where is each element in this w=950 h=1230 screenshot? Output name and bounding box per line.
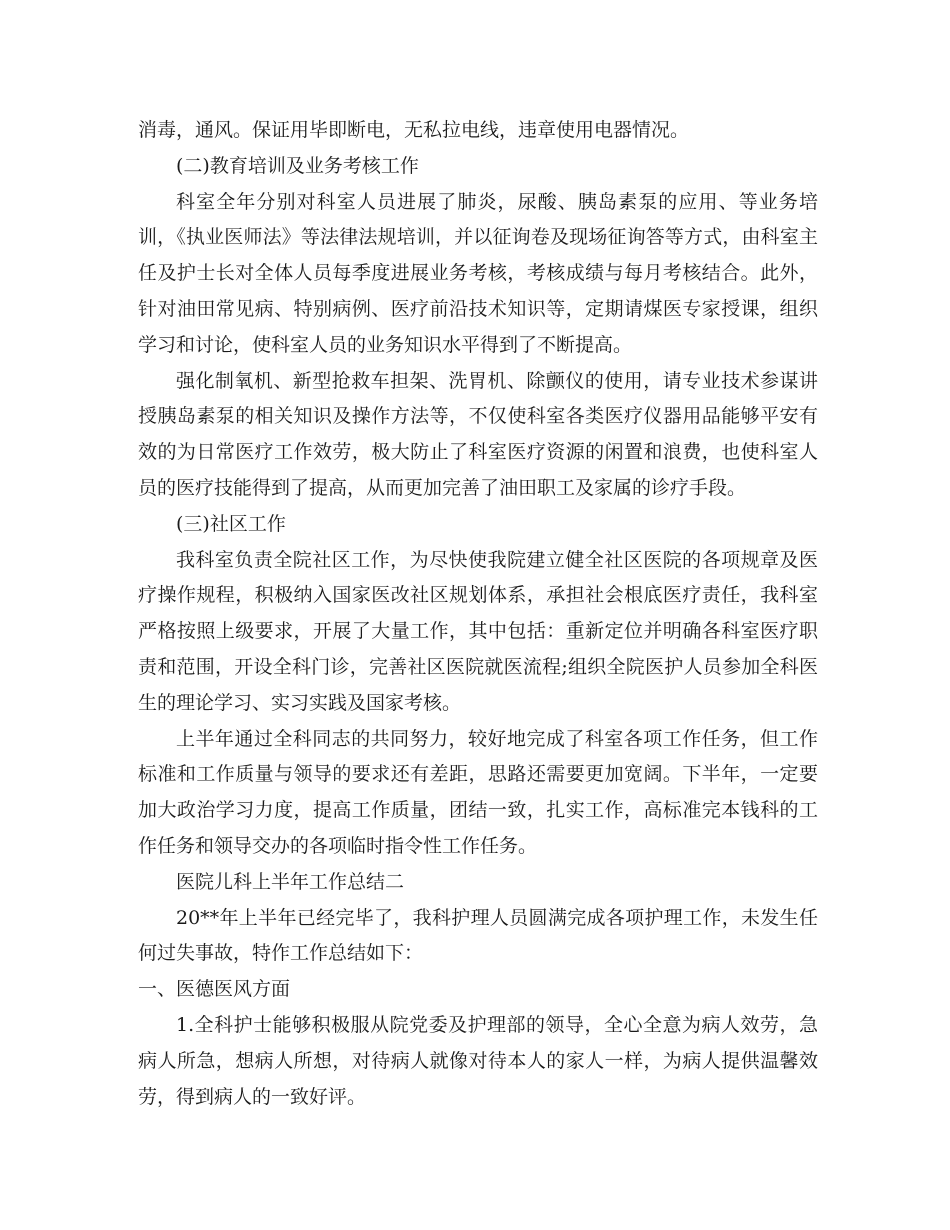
- section-heading: (二)教育培训及业务考核工作: [176, 154, 419, 177]
- paragraph: 1.全科护士能够积极服从院党委及护理部的领导，全心全意为病人效劳，急病人所急，想病人所想，对待病人就像对待本人的家人一样，为病人提供温馨效劳，得到病人的一致好评。: [138, 1013, 818, 1108]
- document-subtitle: 医院儿科上半年工作总结二: [176, 870, 405, 893]
- paragraph: 消毒，通风。保证用毕即断电，无私拉电线，违章使用电器情况。: [138, 119, 690, 141]
- paragraph: 上半年通过全科同志的共同努力，较好地完成了科室各项工作任务，但工作标准和工作质量与领导的要求还有差距，思路还需要更加宽阔。下半年，一定要加大政治学习力度，提高工作质量，团结一致，扎实工作，高标准完本钱科的工作任务和领导交办的各项临时指令性工作任务。: [138, 727, 818, 857]
- section-heading: 一、医德医风方面: [138, 978, 291, 1001]
- section-heading: (三)社区工作: [176, 512, 286, 535]
- document-body: [138, 113, 818, 1115]
- paragraph: 科室全年分别对科室人员进展了肺炎，尿酸、胰岛素泵的应用、等业务培训，《执业医师法》等法律法规培训，并以征询卷及现场征询答等方式，由科室主任及护士长对全体人员每季度进展业务考核，考核成绩与每月考核结合。此外，针对油田常见病、特别病例、医疗前沿技术知识等，定期请煤医专家授课，组织学习和讨论，使科室人员的业务知识水平得到了不断提高。: [138, 190, 818, 356]
- paragraph: 我科室负责全院社区工作，为尽快使我院建立健全社区医院的各项规章及医疗操作规程，积极纳入国家医改社区规划体系，承担社会根底医疗责任，我科室严格按照上级要求，开展了大量工作，其中包括：重新定位并明确各科室医疗职责和范围，开设全科门诊，完善社区医院就医流程;组织全院医护人员参加全科医生的理论学习、实习实践及国家考核。: [138, 548, 818, 714]
- paragraph: 强化制氧机、新型抢救车担架、洗胃机、除颤仪的使用，请专业技术参谋讲授胰岛素泵的相关知识及操作方法等，不仅使科室各类医疗仪器用品能够平安有效的为日常医疗工作效劳，极大防止了科室医疗资源的闲置和浪费，也使科室人员的医疗技能得到了提高，从而更加完善了油田职工及家属的诊疗手段。: [138, 369, 818, 499]
- paragraph: 20**年上半年已经完毕了，我科护理人员圆满完成各项护理工作，未发生任何过失事故，特作工作总结如下：: [138, 906, 818, 965]
